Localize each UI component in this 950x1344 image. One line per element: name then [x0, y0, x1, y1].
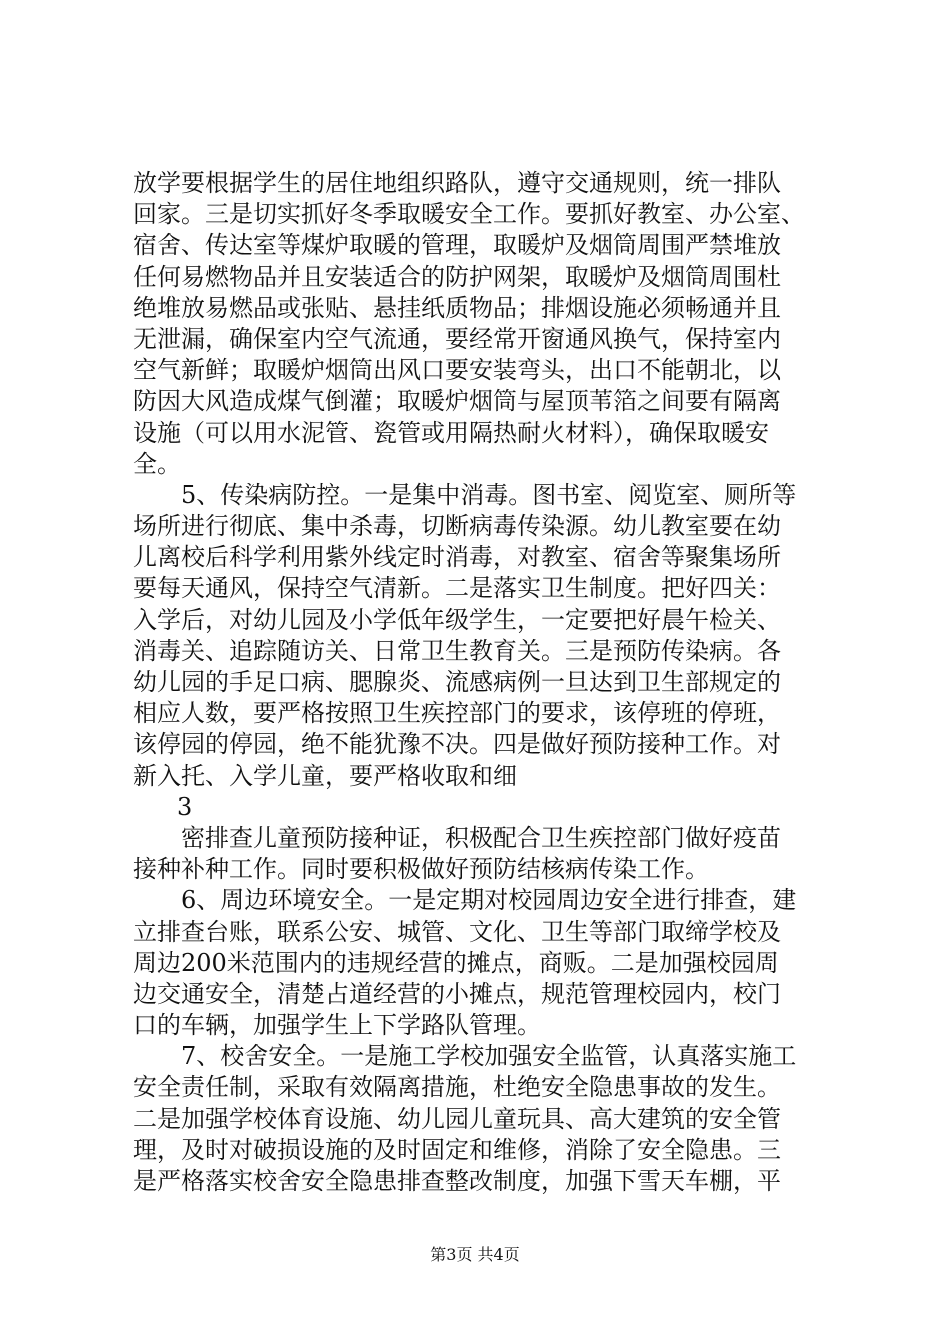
text-line: 全。: [133, 449, 181, 478]
text-line: 要每天通风，保持空气清新。二是落实卫生制度。把好四关：: [133, 574, 781, 603]
text-line: 相应人数，要严格按照卫生疾控部门的要求，该停班的停班，: [133, 699, 781, 728]
text-line: 周边200米范围内的违规经营的摊点，商贩。二是加强校园周: [133, 948, 779, 977]
text-line: 场所进行彻底、集中杀毒，切断病毒传染源。幼儿教室要在幼: [133, 512, 781, 541]
inline-page-number: 3: [177, 792, 193, 821]
text-line: 接种补种工作。同时要积极做好预防结核病传染工作。: [133, 855, 709, 884]
paragraph-start-line: 7、校舍安全。一是施工学校加强安全监管，认真落实施工: [181, 1042, 797, 1071]
text-line: 防因大风造成煤气倒灌；取暖炉烟筒与屋顶苇箔之间要有隔离: [133, 387, 781, 416]
text-line: 边交通安全，清楚占道经营的小摊点，规范管理校园内，校门: [133, 979, 781, 1008]
text-line: 儿离校后科学利用紫外线定时消毒，对教室、宿舍等聚集场所: [133, 543, 781, 572]
text-line: 安全责任制，采取有效隔离措施，杜绝安全隐患事故的发生。: [133, 1073, 781, 1102]
document-body: [133, 168, 833, 1197]
text-line: 该停园的停园，绝不能犹豫不决。四是做好预防接种工作。对: [133, 730, 781, 759]
text-line: 口的车辆，加强学生上下学路队管理。: [133, 1011, 541, 1040]
text-line: 宿舍、传达室等煤炉取暖的管理，取暖炉及烟筒周围严禁堆放: [133, 231, 781, 260]
text-line: 立排查台账，联系公安、城管、文化、卫生等部门取缔学校及: [133, 917, 781, 946]
paragraph-start-line: 5、传染病防控。一是集中消毒。图书室、阅览室、厕所等: [181, 480, 797, 509]
text-line: 无泄漏，确保室内空气流通，要经常开窗通风换气，保持室内: [133, 324, 781, 353]
text-line: 入学后，对幼儿园及小学低年级学生，一定要把好晨午检关、: [133, 605, 781, 634]
paragraph-start-line: 6、周边环境安全。一是定期对校园周边安全进行排查，建: [181, 886, 797, 915]
text-line: 新入托、入学儿童，要严格收取和细: [133, 761, 517, 790]
text-line: 绝堆放易燃品或张贴、悬挂纸质物品；排烟设施必须畅通并且: [133, 293, 781, 322]
text-line: 消毒关、追踪随访关、日常卫生教育关。三是预防传染病。各: [133, 636, 781, 665]
text-line: 回家。三是切实抓好冬季取暖安全工作。要抓好教室、办公室、: [133, 200, 805, 229]
text-line: 理，及时对破损设施的及时固定和维修，消除了安全隐患。三: [133, 1135, 781, 1164]
text-line: 设施（可以用水泥管、瓷管或用隔热耐火材料），确保取暖安: [133, 418, 769, 447]
text-line: 放学要根据学生的居住地组织路队，遵守交通规则，统一排队: [133, 169, 781, 197]
text-line: 任何易燃物品并且安装适合的防护网架，取暖炉及烟筒周围杜: [133, 262, 781, 291]
text-line: 二是加强学校体育设施、幼儿园儿童玩具、高大建筑的安全管: [133, 1104, 781, 1133]
text-line: 幼儿园的手足口病、腮腺炎、流感病例一旦达到卫生部规定的: [133, 668, 781, 696]
text-line: 是严格落实校舍安全隐患排查整改制度，加强下雪天车棚，平: [133, 1167, 781, 1195]
text-line: 空气新鲜；取暖炉烟筒出风口要安装弯头，出口不能朝北，以: [133, 356, 781, 385]
paragraph-start-line: 密排查儿童预防接种证，积极配合卫生疾控部门做好疫苗: [181, 823, 781, 852]
page-footer: 第3页 共4页: [430, 1245, 520, 1264]
